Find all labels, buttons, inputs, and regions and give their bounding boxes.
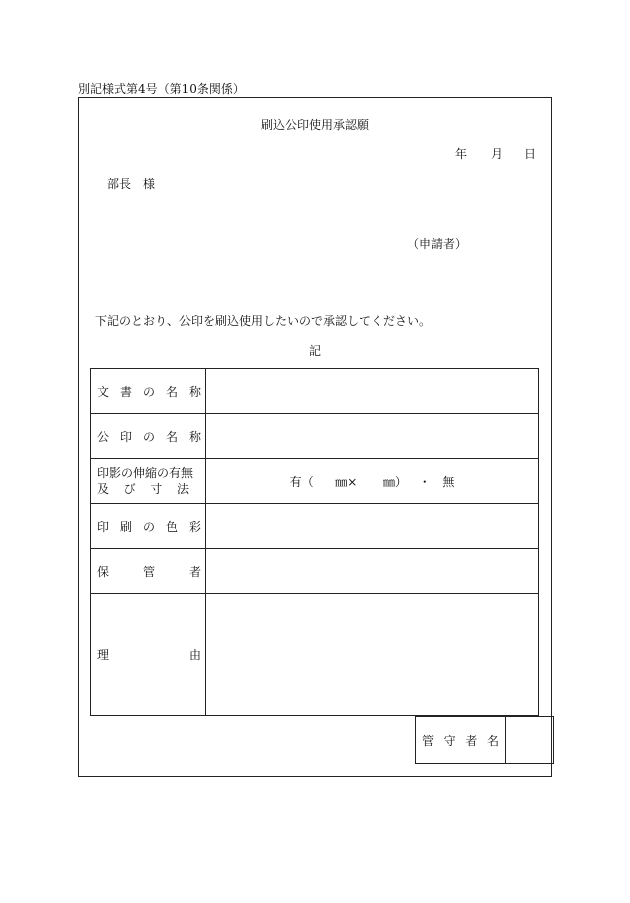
yes-option[interactable]: 有（ bbox=[289, 474, 314, 489]
custodian-signature-box bbox=[415, 716, 554, 764]
seal-name-label: 公 印 の 名 称 bbox=[91, 414, 206, 459]
doc-name-label: 文 書 の 名 称 bbox=[91, 369, 206, 414]
date-year[interactable]: 年 bbox=[455, 147, 468, 161]
doc-name-field[interactable] bbox=[206, 369, 539, 414]
mm-height: ㎜） bbox=[383, 474, 408, 489]
table-row bbox=[91, 459, 539, 504]
print-color-field[interactable] bbox=[206, 504, 539, 549]
separator-dot: ・ bbox=[418, 474, 431, 489]
table-row bbox=[91, 504, 539, 549]
kan-label: 管 守 者 名 bbox=[416, 717, 506, 764]
details-table bbox=[90, 368, 539, 716]
kan-signature-field[interactable] bbox=[506, 717, 554, 764]
no-option[interactable]: 無 bbox=[442, 474, 455, 489]
scaling-label: 印影の伸縮の有無 及 び 寸 法 bbox=[91, 459, 206, 504]
table-row bbox=[91, 549, 539, 594]
custodian-label: 保 管 者 bbox=[91, 549, 206, 594]
document-title: 刷込公印使用承認願 bbox=[260, 118, 369, 132]
custodian-field[interactable] bbox=[206, 549, 539, 594]
scaling-field[interactable] bbox=[206, 459, 539, 504]
applicant-label: （申請者） bbox=[407, 237, 468, 251]
ki-heading: 記 bbox=[308, 344, 321, 358]
request-text: 下記のとおり、公印を刷込使用したいので承認してください。 bbox=[95, 314, 432, 328]
table-row bbox=[91, 369, 539, 414]
date-day[interactable]: 日 bbox=[524, 147, 537, 161]
seal-name-field[interactable] bbox=[206, 414, 539, 459]
date-month[interactable]: 月 bbox=[491, 147, 504, 161]
addressee: 部長 様 bbox=[107, 177, 156, 191]
form-number-label: 別記様式第4号（第10条関係） bbox=[78, 82, 245, 96]
mm-width: ㎜× bbox=[335, 474, 358, 489]
table-row bbox=[91, 414, 539, 459]
reason-field[interactable] bbox=[206, 594, 539, 716]
table-row bbox=[91, 594, 539, 716]
print-color-label: 印 刷 の 色 彩 bbox=[91, 504, 206, 549]
reason-label: 理 由 bbox=[91, 594, 206, 716]
